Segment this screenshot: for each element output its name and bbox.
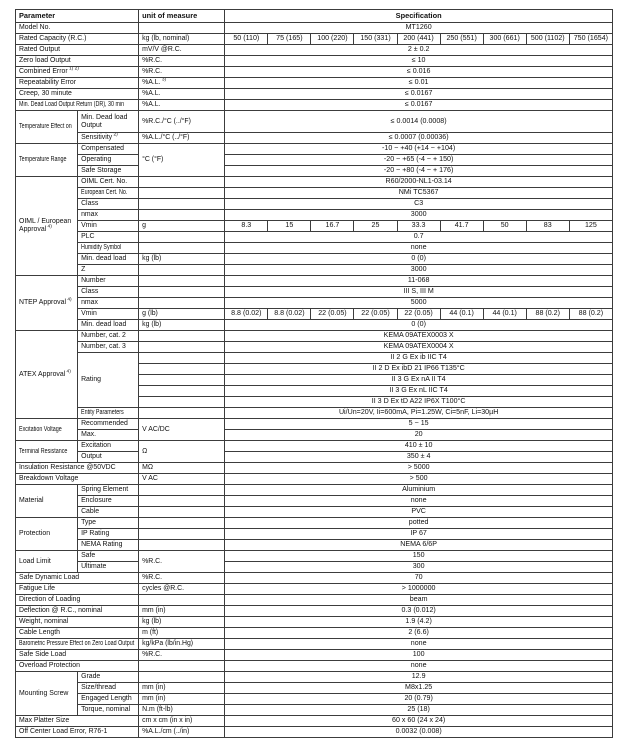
table-row <box>16 650 613 661</box>
param-cell: Rated Capacity (R.C.) <box>16 34 139 45</box>
unit-cell: kg (lb, nominal) <box>139 34 225 45</box>
spec-cell: PVC <box>225 507 613 518</box>
table-row <box>16 672 613 683</box>
spec-cell: 250 (551) <box>440 34 483 45</box>
spec-cell: beam <box>225 595 613 606</box>
table-row <box>16 67 613 78</box>
sub-cell: Output <box>78 452 139 463</box>
unit-cell <box>139 386 225 397</box>
spec-cell: ≤ 0.0167 <box>225 100 613 111</box>
group-cell: ATEX Approval $^{4)}$ <box>16 331 78 419</box>
param-cell: Repeatability Error <box>16 78 139 89</box>
unit-cell <box>139 661 225 672</box>
table-row <box>16 111 613 133</box>
spec-cell: 300 <box>225 562 613 573</box>
spec-cell: -20 ~ +65 (-4 ~ + 150) <box>225 155 613 166</box>
spec-cell: 22 (0.05) <box>311 309 354 320</box>
table-row <box>16 452 613 463</box>
spec-cell: II 3 G Ex nA II T4 <box>225 375 613 386</box>
table-row <box>16 287 613 298</box>
sub-cell: Engaged Length <box>78 694 139 705</box>
table-row <box>16 144 613 155</box>
table-row <box>16 243 613 254</box>
table-row <box>16 562 613 573</box>
param-cell: Fatigue Life <box>16 584 139 595</box>
unit-cell <box>139 485 225 496</box>
unit-cell: %A.L./cm (../in) <box>139 727 225 738</box>
table-row <box>16 496 613 507</box>
param-cell: Barometric Pressure Effect on Zero Load Output <box>16 639 139 650</box>
group-cell: Temperature Range <box>16 144 78 177</box>
sub-cell: Z <box>78 265 139 276</box>
spec-cell: 83 <box>526 221 569 232</box>
unit-cell <box>139 188 225 199</box>
spec-cell: II 2 D Ex ibD 21 IP66 T135°C <box>225 364 613 375</box>
param-cell: Combined Error $^{1) 2)}$ <box>16 67 139 78</box>
sub-cell: Ultimate <box>78 562 139 573</box>
spec-cell: potted <box>225 518 613 529</box>
unit-cell: %R.C. <box>139 56 225 67</box>
table-row <box>16 276 613 287</box>
spec-cell: 100 <box>225 650 613 661</box>
table-row <box>16 155 613 166</box>
unit-cell <box>139 265 225 276</box>
unit-cell: %A.L./°C (../°F) <box>139 133 225 144</box>
param-cell: Deflection @ R.C., nominal <box>16 606 139 617</box>
group-cell: Terminal Resistance <box>16 441 78 463</box>
spec-cell: IP 67 <box>225 529 613 540</box>
spec-cell: none <box>225 496 613 507</box>
spec-cell: 8.3 <box>225 221 268 232</box>
sub-cell: Vmin <box>78 221 139 232</box>
table-row <box>16 133 613 144</box>
unit-cell <box>139 518 225 529</box>
spec-cell: ≤ 0.016 <box>225 67 613 78</box>
unit-cell: %R.C. <box>139 551 225 573</box>
unit-cell: %A.L. $^{3)}$ <box>139 78 225 89</box>
table-row <box>16 100 613 111</box>
sub-cell: nmax <box>78 210 139 221</box>
unit-cell <box>139 353 225 364</box>
spec-cell: 15 <box>268 221 311 232</box>
sub-cell: Vmin <box>78 309 139 320</box>
spec-cell: NMi TC5367 <box>225 188 613 199</box>
param-cell: Cable Length <box>16 628 139 639</box>
sub-cell: Operating <box>78 155 139 166</box>
unit-cell <box>139 331 225 342</box>
unit-cell <box>139 199 225 210</box>
spec-cell: 5 ~ 15 <box>225 419 613 430</box>
spec-cell: 0 (0) <box>225 320 613 331</box>
table-row <box>16 210 613 221</box>
footnote-marker: 3) <box>160 77 167 83</box>
sub-cell: Size/thread <box>78 683 139 694</box>
group-cell: Material <box>16 485 78 518</box>
unit-cell <box>139 298 225 309</box>
unit-cell <box>139 540 225 551</box>
unit-cell <box>139 672 225 683</box>
table-row <box>16 705 613 716</box>
unit-cell <box>139 177 225 188</box>
table-row <box>16 419 613 430</box>
spec-cell: ≤ 0.01 <box>225 78 613 89</box>
spec-cell: 41.7 <box>440 221 483 232</box>
group-cell: OIML / European Approval $^{4)}$ <box>16 177 78 276</box>
sub-cell: Recommended <box>78 419 139 430</box>
unit-cell: V AC <box>139 474 225 485</box>
spec-cell: none <box>225 243 613 254</box>
sub-cell: Number, cat. 2 <box>78 331 139 342</box>
spec-cell: 750 (1654) <box>569 34 612 45</box>
group-cell: NTEP Approval $^{4)}$ <box>16 276 78 331</box>
unit-cell: mm (in) <box>139 606 225 617</box>
unit-cell: g <box>139 221 225 232</box>
table-row <box>16 45 613 56</box>
unit-cell: g (lb) <box>139 309 225 320</box>
spec-cell: none <box>225 661 613 672</box>
spec-cell: ≤ 10 <box>225 56 613 67</box>
unit-cell: %R.C. <box>139 650 225 661</box>
param-cell: Rated Output <box>16 45 139 56</box>
unit-cell: N.m (ft-lb) <box>139 705 225 716</box>
spec-cell: 22 (0.05) <box>354 309 397 320</box>
spec-cell: 1.9 (4.2) <box>225 617 613 628</box>
table-row <box>16 551 613 562</box>
sub-cell: Safe <box>78 551 139 562</box>
table-row <box>16 188 613 199</box>
spec-cell: 88 (0.2) <box>569 309 612 320</box>
spec-cell: -10 ~ +40 (+14 ~ +104) <box>225 144 613 155</box>
sub-cell: PLC <box>78 232 139 243</box>
spec-cell: 20 <box>225 430 613 441</box>
spec-cell: II 3 D Ex tD A22 IP6X T100°C <box>225 397 613 408</box>
footnote-marker: 2) <box>112 132 118 138</box>
unit-cell <box>139 375 225 386</box>
spec-cell: 500 (1102) <box>526 34 569 45</box>
unit-cell: V AC/DC <box>139 419 225 441</box>
unit-cell <box>139 507 225 518</box>
unit-cell <box>139 408 225 419</box>
sub-cell: Enclosure <box>78 496 139 507</box>
spec-cell: NEMA 6/6P <box>225 540 613 551</box>
spec-cell: 100 (220) <box>311 34 354 45</box>
group-cell: Excitation Voltage <box>16 419 78 441</box>
table-row <box>16 353 613 364</box>
unit-cell: mm (in) <box>139 683 225 694</box>
unit-cell: °C (°F) <box>139 144 225 177</box>
unit-cell: MΩ <box>139 463 225 474</box>
spec-table-body <box>16 23 613 738</box>
param-cell: Direction of Loading <box>16 595 139 606</box>
table-row <box>16 331 613 342</box>
unit-cell: cycles @R.C. <box>139 584 225 595</box>
unit-cell: kg/kPa (lb/in.Hg) <box>139 639 225 650</box>
sub-cell: Number, cat. 3 <box>78 342 139 353</box>
table-row <box>16 518 613 529</box>
spec-cell: > 1000000 <box>225 584 613 595</box>
sub-cell: Compensated <box>78 144 139 155</box>
param-cell: Safe Dynamic Load <box>16 573 139 584</box>
unit-cell <box>139 243 225 254</box>
sub-cell: Rating <box>78 353 139 408</box>
spec-cell: 20 (0.79) <box>225 694 613 705</box>
table-row <box>16 177 613 188</box>
unit-cell <box>139 287 225 298</box>
spec-cell: 0 (0) <box>225 254 613 265</box>
spec-cell: 25 (18) <box>225 705 613 716</box>
table-row <box>16 23 613 34</box>
sub-cell: Min. dead load <box>78 254 139 265</box>
group-cell: Mounting Screw <box>16 672 78 716</box>
spec-cell: 8.8 (0.02) <box>225 309 268 320</box>
spec-cell: 5000 <box>225 298 613 309</box>
table-row <box>16 474 613 485</box>
spec-cell: C3 <box>225 199 613 210</box>
column-header-parameter: Parameter <box>16 10 139 23</box>
unit-cell <box>139 342 225 353</box>
unit-cell <box>139 397 225 408</box>
footnote-marker: 4) <box>65 369 71 375</box>
spec-cell: 44 (0.1) <box>440 309 483 320</box>
table-row <box>16 683 613 694</box>
sub-cell: NEMA Rating <box>78 540 139 551</box>
unit-cell: %R.C./°C (../°F) <box>139 111 225 133</box>
table-row <box>16 639 613 650</box>
table-row <box>16 694 613 705</box>
unit-cell: Ω <box>139 441 225 463</box>
sub-cell: Number <box>78 276 139 287</box>
sub-cell: Class <box>78 199 139 210</box>
unit-cell <box>139 496 225 507</box>
spec-cell: III S, III M <box>225 287 613 298</box>
spec-cell: 88 (0.2) <box>526 309 569 320</box>
table-row <box>16 606 613 617</box>
spec-cell: 22 (0.05) <box>397 309 440 320</box>
unit-cell: kg (lb) <box>139 254 225 265</box>
spec-cell: 11-068 <box>225 276 613 287</box>
spec-cell: 0.3 (0.012) <box>225 606 613 617</box>
unit-cell: cm x cm (in x in) <box>139 716 225 727</box>
table-row <box>16 166 613 177</box>
unit-cell <box>139 529 225 540</box>
table-row <box>16 441 613 452</box>
spec-cell: 3000 <box>225 265 613 276</box>
spec-cell: Ui/Un=20V, Ii=600mA, Pi=1.25W, Ci=5nF, Li=30µH <box>225 408 613 419</box>
column-header-specification: Specification <box>225 10 613 23</box>
sub-cell: Spring Element <box>78 485 139 496</box>
spec-cell: 2 ± 0.2 <box>225 45 613 56</box>
param-cell: Overload Protection <box>16 661 139 672</box>
spec-cell: ≤ 0.0014 (0.0008) <box>225 111 613 133</box>
spec-cell: II 3 G Ex nL IIC T4 <box>225 386 613 397</box>
footnote-marker: 4) <box>46 224 52 230</box>
table-row <box>16 265 613 276</box>
table-row <box>16 727 613 738</box>
spec-cell: Aluminium <box>225 485 613 496</box>
sub-cell: IP Rating <box>78 529 139 540</box>
spec-cell: 150 (331) <box>354 34 397 45</box>
table-row <box>16 89 613 100</box>
table-row <box>16 716 613 727</box>
spec-cell: -20 ~ +80 (-4 ~ + 176) <box>225 166 613 177</box>
table-row <box>16 595 613 606</box>
unit-cell: mV/V @R.C. <box>139 45 225 56</box>
table-row <box>16 320 613 331</box>
column-header-unit: unit of measure <box>139 10 225 23</box>
param-cell: Off Center Load Error, R76-1 <box>16 727 139 738</box>
unit-cell <box>139 23 225 34</box>
table-row <box>16 34 613 45</box>
spec-cell: ≤ 0.0167 <box>225 89 613 100</box>
spec-cell: 25 <box>354 221 397 232</box>
spec-cell: R60/2000-NL1-03.14 <box>225 177 613 188</box>
header-row <box>16 10 613 23</box>
spec-cell: 410 ± 10 <box>225 441 613 452</box>
sub-cell: European Cert. No. <box>78 188 139 199</box>
sub-cell: Grade <box>78 672 139 683</box>
table-row <box>16 254 613 265</box>
table-row <box>16 540 613 551</box>
param-cell: Min. Dead Load Output Return (DR), 30 min <box>16 100 139 111</box>
spec-cell: 50 (110) <box>225 34 268 45</box>
group-cell: Protection <box>16 518 78 551</box>
spec-cell: 3000 <box>225 210 613 221</box>
spec-cell: none <box>225 639 613 650</box>
sub-cell: Excitation <box>78 441 139 452</box>
unit-cell: kg (lb) <box>139 320 225 331</box>
spec-cell: 60 x 60 (24 x 24) <box>225 716 613 727</box>
spec-cell: 2 (6.6) <box>225 628 613 639</box>
spec-cell: 44 (0.1) <box>483 309 526 320</box>
spec-cell: KEMA 09ATEX0004 X <box>225 342 613 353</box>
footnote-marker: 1) 2) <box>67 66 79 72</box>
param-cell: Insulation Resistance @50VDC <box>16 463 139 474</box>
sub-cell: OIML Cert. No. <box>78 177 139 188</box>
unit-cell <box>139 364 225 375</box>
table-row <box>16 199 613 210</box>
table-row <box>16 56 613 67</box>
spec-cell: 150 <box>225 551 613 562</box>
spec-cell: II 2 G Ex ib IIC T4 <box>225 353 613 364</box>
param-cell: Zero load Output <box>16 56 139 67</box>
sub-cell: Max. <box>78 430 139 441</box>
sub-cell: Torque, nominal <box>78 705 139 716</box>
table-row <box>16 628 613 639</box>
spec-cell: 16.7 <box>311 221 354 232</box>
table-row <box>16 573 613 584</box>
param-cell: Safe Side Load <box>16 650 139 661</box>
sub-cell: Min. dead load <box>78 320 139 331</box>
table-row <box>16 309 613 320</box>
spec-cell: 8.8 (0.02) <box>268 309 311 320</box>
spec-cell: 350 ± 4 <box>225 452 613 463</box>
unit-cell <box>139 276 225 287</box>
unit-cell <box>139 232 225 243</box>
unit-cell: %R.C. <box>139 67 225 78</box>
sub-cell: Safe Storage <box>78 166 139 177</box>
spec-cell: ≤ 0.0007 (0.00036) <box>225 133 613 144</box>
unit-cell: %R.C. <box>139 573 225 584</box>
spec-cell: 200 (441) <box>397 34 440 45</box>
footnote-marker: 4) <box>65 297 72 303</box>
spec-cell: 70 <box>225 573 613 584</box>
spec-cell: > 500 <box>225 474 613 485</box>
table-row <box>16 232 613 243</box>
spec-cell: 12.9 <box>225 672 613 683</box>
group-cell: Temperature Effect on <box>16 111 78 144</box>
param-cell: Creep, 30 minute <box>16 89 139 100</box>
table-row <box>16 221 613 232</box>
spec-cell: > 5000 <box>225 463 613 474</box>
spec-cell: 0.0032 (0.008) <box>225 727 613 738</box>
unit-cell <box>139 595 225 606</box>
spec-cell: M8x1.25 <box>225 683 613 694</box>
param-cell: Model No. <box>16 23 139 34</box>
unit-cell: mm (in) <box>139 694 225 705</box>
sub-cell: Entity Parameters <box>78 408 139 419</box>
spec-cell: 33.3 <box>397 221 440 232</box>
spec-cell: MT1260 <box>225 23 613 34</box>
spec-cell: 75 (165) <box>268 34 311 45</box>
sub-cell: Cable <box>78 507 139 518</box>
table-row <box>16 485 613 496</box>
group-cell: Load Limit <box>16 551 78 573</box>
table-row <box>16 78 613 89</box>
table-row <box>16 342 613 353</box>
unit-cell: %A.L. <box>139 89 225 100</box>
param-cell: Max Platter Size <box>16 716 139 727</box>
unit-cell: %A.L. <box>139 100 225 111</box>
sub-cell: Class <box>78 287 139 298</box>
table-row <box>16 463 613 474</box>
table-row <box>16 298 613 309</box>
table-row <box>16 529 613 540</box>
sub-cell: nmax <box>78 298 139 309</box>
unit-cell: kg (lb) <box>139 617 225 628</box>
sub-cell: Type <box>78 518 139 529</box>
spec-cell: 125 <box>569 221 612 232</box>
unit-cell <box>139 210 225 221</box>
spec-cell: KEMA 09ATEX0003 X <box>225 331 613 342</box>
spec-cell: 0.7 <box>225 232 613 243</box>
spec-cell: 50 <box>483 221 526 232</box>
sub-cell: Sensitivity $^{2)}$ <box>78 133 139 144</box>
sub-cell: Min. Dead load Output <box>78 111 139 133</box>
spec-table <box>15 9 613 738</box>
sub-cell: Humidity Symbol <box>78 243 139 254</box>
param-cell: Weight, nominal <box>16 617 139 628</box>
table-row <box>16 661 613 672</box>
spec-cell: 300 (661) <box>483 34 526 45</box>
table-row <box>16 408 613 419</box>
table-row <box>16 584 613 595</box>
table-row <box>16 617 613 628</box>
param-cell: Breakdown Voltage <box>16 474 139 485</box>
table-row <box>16 430 613 441</box>
unit-cell: m (ft) <box>139 628 225 639</box>
table-row <box>16 507 613 518</box>
